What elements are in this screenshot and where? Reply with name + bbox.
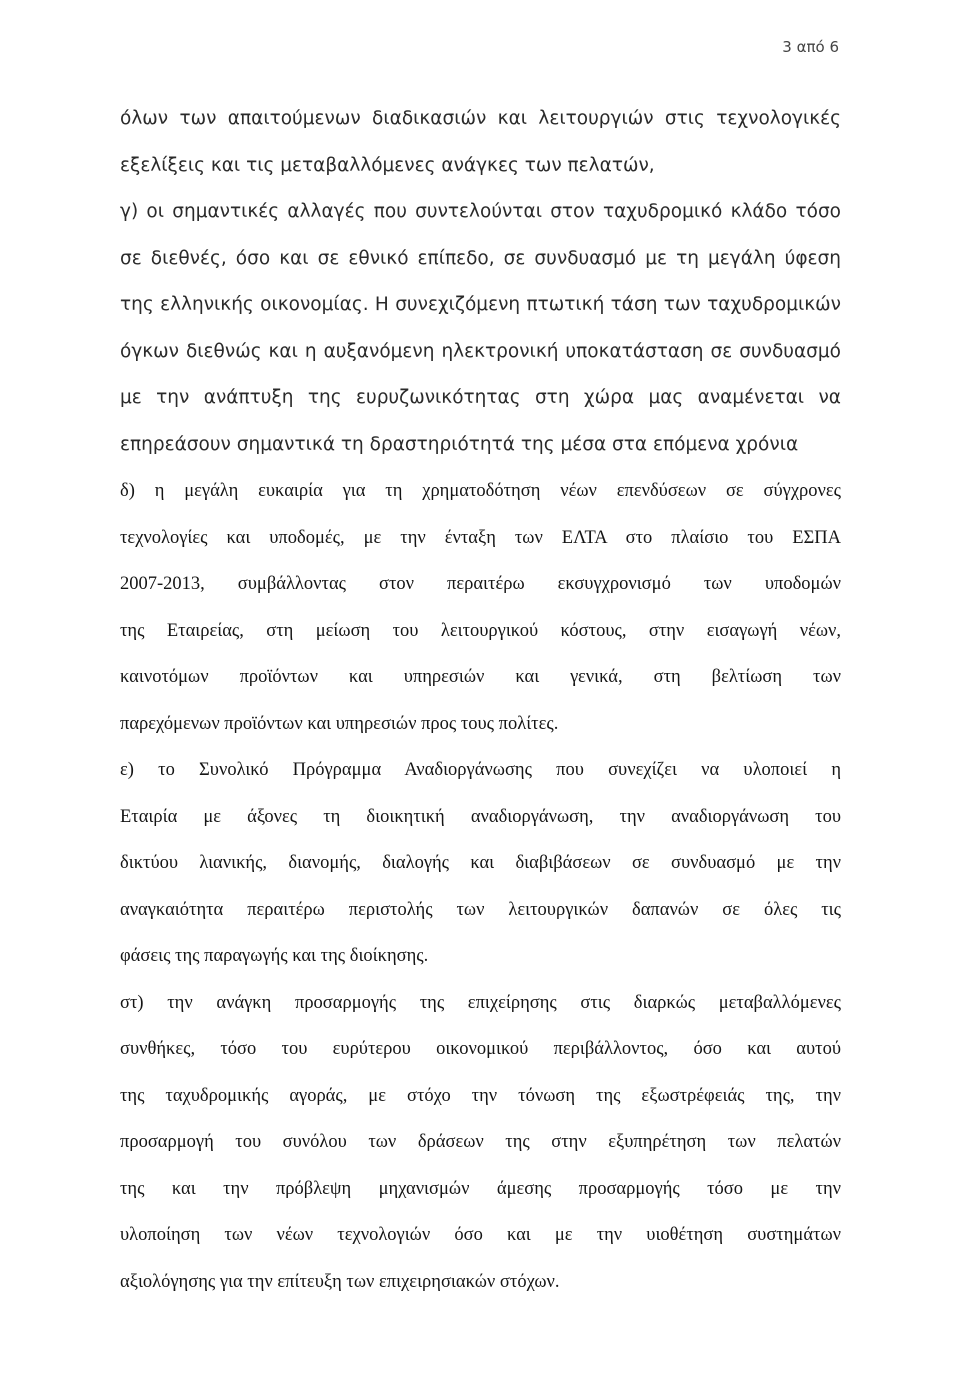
text-line: συνθήκες, τόσο του ευρύτερου οικονομικού περιβάλλοντος, όσο και αυτού [120, 1039, 841, 1059]
paragraph-b-continuation [120, 96, 841, 189]
text-line: της ελληνικής οικονομίας. Η συνεχιζόμενη πτωτική τάση των ταχυδρομικών [120, 294, 841, 315]
text-line: ε) το Συνολικό Πρόγραμμα Αναδιοργάνωσης που συνεχίζει να υλοποιεί η [120, 760, 841, 780]
text-line: αναγκαιότητα περαιτέρω περιστολής των λειτουργικών δαπανών σε όλες τις [120, 899, 841, 920]
text-line: εξελίξεις και τις μεταβαλλόμενες ανάγκες των πελατών, [120, 154, 655, 176]
paragraph-g [120, 189, 841, 468]
text-line: τεχνολογίες και υποδομές, με την ένταξη των ΕΛΤΑ στο πλαίσιο του ΕΣΠΑ [120, 527, 841, 548]
text-line: της και την πρόβλεψη μηχανισμών άμεσης προσαρμογής τόσο με την [120, 1178, 841, 1199]
text-line: επηρεάσουν σημαντικά τη δραστηριότητά της μέσα στα επόμενα χρόνια [120, 433, 799, 455]
text-line: με την ανάπτυξη της ευρυζωνικότητας στη χώρα μας αναμένεται να [120, 387, 841, 408]
paragraph-d [120, 468, 841, 747]
text-line: της Εταιρείας, στη μείωση του λειτουργικού κόστους, στην εισαγωγή νέων, [120, 620, 841, 641]
text-line: παρεχόμενων προϊόντων και υπηρεσιών προς τους πολίτες. [120, 713, 559, 734]
text-line: προσαρμογή του συνόλου των δράσεων της στην εξυπηρέτηση των πελατών [120, 1132, 841, 1152]
paragraph-st [120, 980, 841, 1306]
text-line: της ταχυδρομικής αγοράς, με στόχο την τόνωση της εξωστρέφειάς της, την [120, 1085, 841, 1106]
text-line: αξιολόγησης για την επίτευξη των επιχειρησιακών στόχων. [120, 1271, 560, 1292]
text-line: δ) η μεγάλη ευκαιρία για τη χρηματοδότηση νέων επενδύσεων σε σύγχρονες [120, 481, 841, 501]
text-line: φάσεις της παραγωγής και της διοίκησης. [120, 946, 429, 966]
text-line: 2007-2013, συμβάλλοντας στον περαιτέρω εκσυγχρονισμό των υποδομών [120, 574, 841, 594]
text-line: υλοποίηση των νέων τεχνολογιών όσο και με την υιοθέτηση συστημάτων [120, 1225, 841, 1245]
text-line: όλων των απαιτούμενων διαδικασιών και λειτουργιών στις τεχνολογικές [120, 108, 841, 129]
text-line: καινοτόμων προϊόντων και υπηρεσιών και γενικά, στη βελτίωση των [120, 667, 841, 687]
text-line: σε διεθνές, όσο και σε εθνικό επίπεδο, σε συνδυασμό με τη μεγάλη ύφεση [120, 247, 841, 269]
text-line: όγκων διεθνώς και η αυξανόμενη ηλεκτρονική υποκατάσταση σε συνδυασμό [120, 340, 841, 362]
text-line: στ) την ανάγκη προσαρμογής της επιχείρησης στις διαρκώς μεταβαλλόμενες [120, 992, 841, 1013]
document-body [120, 96, 841, 1305]
paragraph-e [120, 747, 841, 980]
text-line: Εταιρία με άξονες τη διοικητική αναδιοργάνωση, την αναδιοργάνωση του [120, 806, 841, 827]
page-number: 3 από 6 [782, 38, 839, 56]
text-line: δικτύου λιανικής, διανομής, διαλογής και διαβιβάσεων σε συνδυασμό με την [120, 853, 841, 873]
text-line: γ) οι σημαντικές αλλαγές που συντελούνται στον ταχυδρομικό κλάδο τόσο [120, 201, 841, 222]
